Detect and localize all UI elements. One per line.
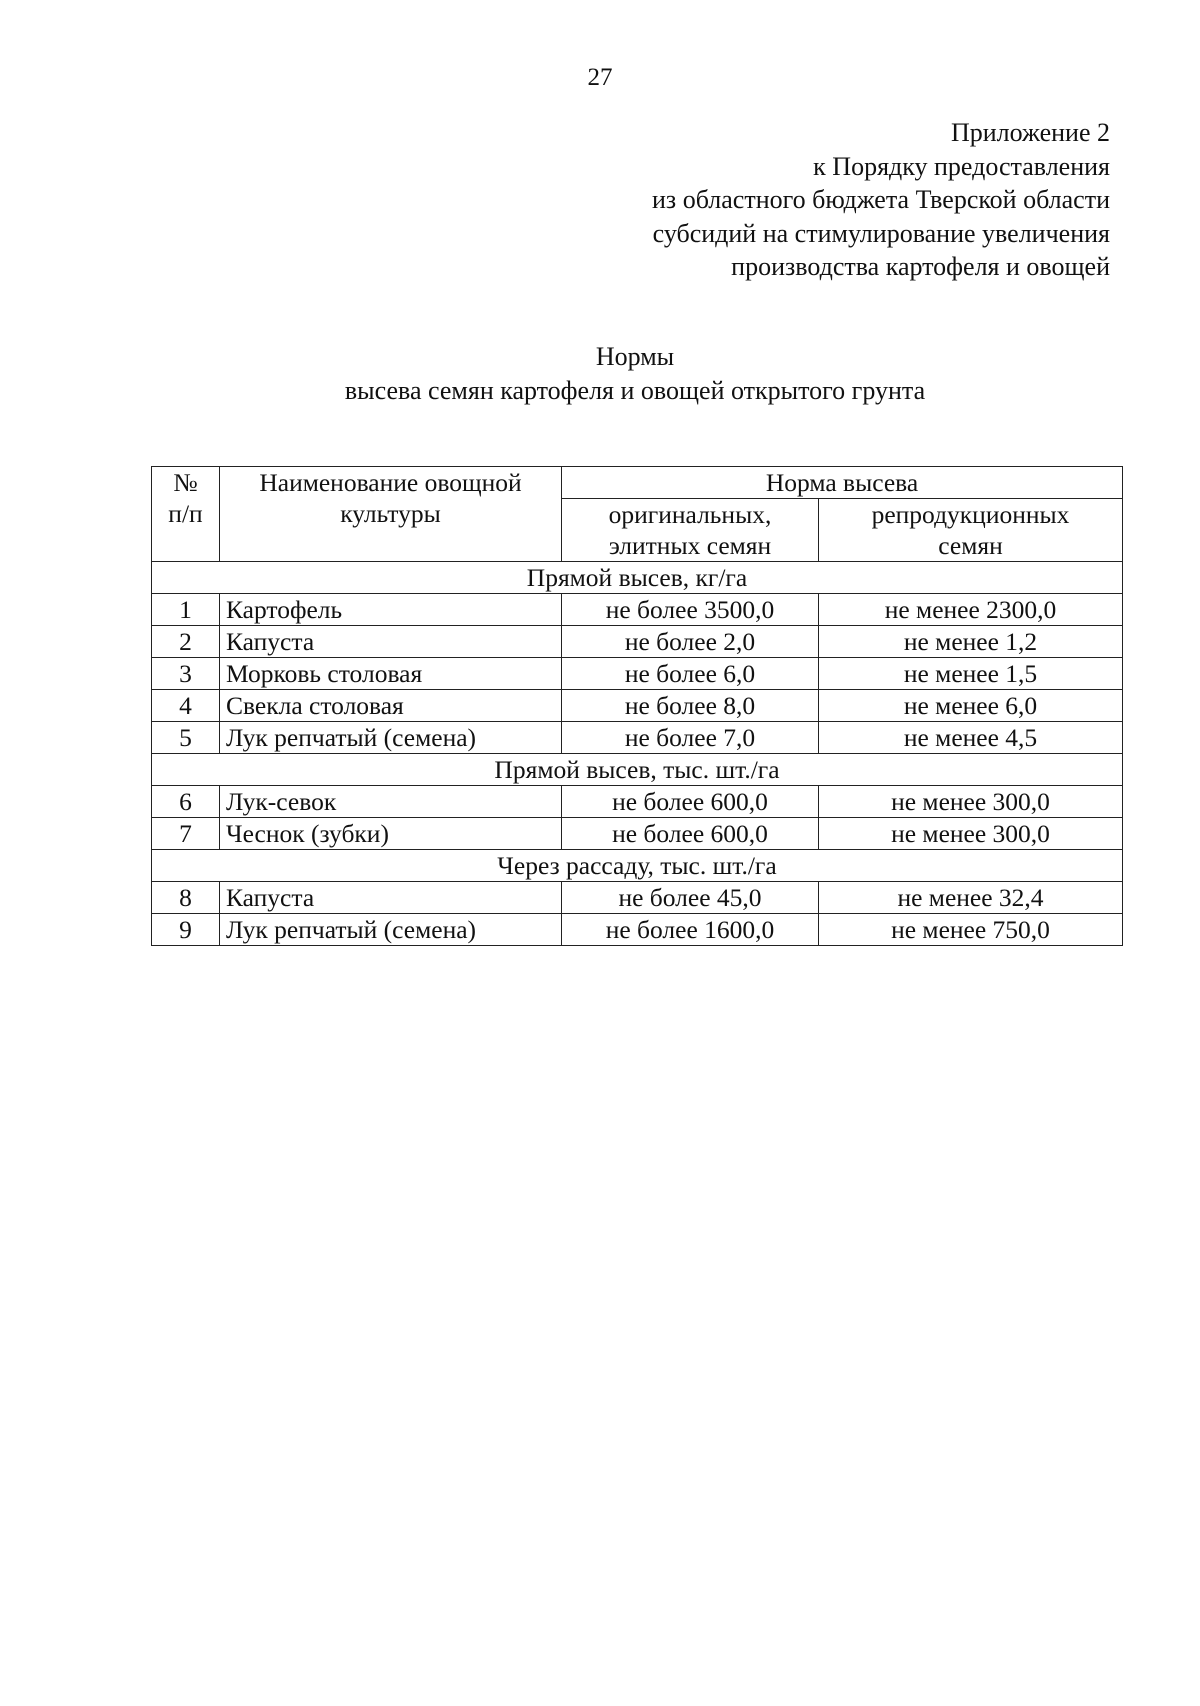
row-number: 2 xyxy=(152,626,220,658)
header-name-line-2: культуры xyxy=(340,499,441,528)
header-reproduction-line-1: репродукционных xyxy=(871,500,1070,529)
header-original-line-1: оригинальных, xyxy=(608,500,772,529)
row-crop-name: Чеснок (зубки) xyxy=(220,818,562,850)
section-row xyxy=(152,562,1123,594)
row-reproduction-norm: не менее 4,5 xyxy=(819,722,1123,754)
header-original-cell xyxy=(562,499,819,562)
header-number-label: п/п xyxy=(168,499,203,528)
appendix-line: Приложение 2 xyxy=(950,118,1110,147)
document-title xyxy=(0,340,1200,408)
row-crop-name: Капуста xyxy=(220,882,562,914)
row-original-norm: не более 1600,0 xyxy=(562,914,819,946)
row-original-norm: не более 2,0 xyxy=(562,626,819,658)
row-reproduction-norm: не менее 1,5 xyxy=(819,658,1123,690)
table-row xyxy=(152,722,1123,754)
table-row xyxy=(152,882,1123,914)
row-number: 5 xyxy=(152,722,220,754)
title-line-2: высева семян картофеля и овощей открытого грунта xyxy=(344,376,926,405)
row-crop-name: Свекла столовая xyxy=(220,690,562,722)
row-original-norm: не более 600,0 xyxy=(562,786,819,818)
appendix-line: субсидий на стимулирование увеличения xyxy=(652,218,1110,248)
row-crop-name: Лук-севок xyxy=(220,786,562,818)
row-number: 9 xyxy=(152,914,220,946)
row-number: 8 xyxy=(152,882,220,914)
page-number: 27 xyxy=(587,64,613,91)
row-original-norm: не более 7,0 xyxy=(562,722,819,754)
row-number: 3 xyxy=(152,658,220,690)
table-row xyxy=(152,818,1123,850)
section-row xyxy=(152,850,1123,882)
table-header-row xyxy=(152,467,1123,499)
header-original-line-2: элитных семян xyxy=(608,531,772,560)
table-row xyxy=(152,626,1123,658)
row-crop-name: Морковь столовая xyxy=(220,658,562,690)
row-original-norm: не более 600,0 xyxy=(562,818,819,850)
appendix-line: из областного бюджета Тверской области xyxy=(652,185,1110,214)
row-original-norm: не более 6,0 xyxy=(562,658,819,690)
appendix-header xyxy=(652,116,1110,284)
appendix-line: к Порядку предоставления xyxy=(813,151,1110,181)
table-row xyxy=(152,914,1123,946)
seeding-norms-table xyxy=(151,466,1123,946)
header-name-line-1: Наименование овощной xyxy=(259,468,522,497)
row-reproduction-norm: не менее 6,0 xyxy=(819,690,1123,722)
row-original-norm: не более 3500,0 xyxy=(562,594,819,626)
row-crop-name: Картофель xyxy=(220,594,562,626)
header-reproduction-line-2: семян xyxy=(938,531,1003,560)
header-number-cell xyxy=(152,467,220,562)
section-title: Прямой высев, тыс. шт./га xyxy=(152,754,1123,786)
header-name-cell xyxy=(220,467,562,562)
row-number: 1 xyxy=(152,594,220,626)
row-reproduction-norm: не менее 1,2 xyxy=(819,626,1123,658)
header-number-symbol: № xyxy=(173,468,198,497)
title-line-1: Нормы xyxy=(595,342,675,371)
row-crop-name: Лук репчатый (семена) xyxy=(220,722,562,754)
row-crop-name: Капуста xyxy=(220,626,562,658)
row-reproduction-norm: не менее 300,0 xyxy=(819,786,1123,818)
section-title: Через рассаду, тыс. шт./га xyxy=(152,850,1123,882)
section-title: Прямой высев, кг/га xyxy=(152,562,1123,594)
header-norm-cell: Норма высева xyxy=(562,467,1123,499)
row-number: 7 xyxy=(152,818,220,850)
row-reproduction-norm: не менее 750,0 xyxy=(819,914,1123,946)
row-reproduction-norm: не менее 2300,0 xyxy=(819,594,1123,626)
table-row xyxy=(152,594,1123,626)
appendix-line: производства картофеля и овощей xyxy=(731,252,1110,281)
table-row xyxy=(152,786,1123,818)
row-crop-name: Лук репчатый (семена) xyxy=(220,914,562,946)
row-number: 4 xyxy=(152,690,220,722)
header-reproduction-cell xyxy=(819,499,1123,562)
row-number: 6 xyxy=(152,786,220,818)
row-reproduction-norm: не менее 300,0 xyxy=(819,818,1123,850)
row-original-norm: не более 8,0 xyxy=(562,690,819,722)
table-row xyxy=(152,658,1123,690)
table-row xyxy=(152,690,1123,722)
row-original-norm: не более 45,0 xyxy=(562,882,819,914)
section-row xyxy=(152,754,1123,786)
row-reproduction-norm: не менее 32,4 xyxy=(819,882,1123,914)
